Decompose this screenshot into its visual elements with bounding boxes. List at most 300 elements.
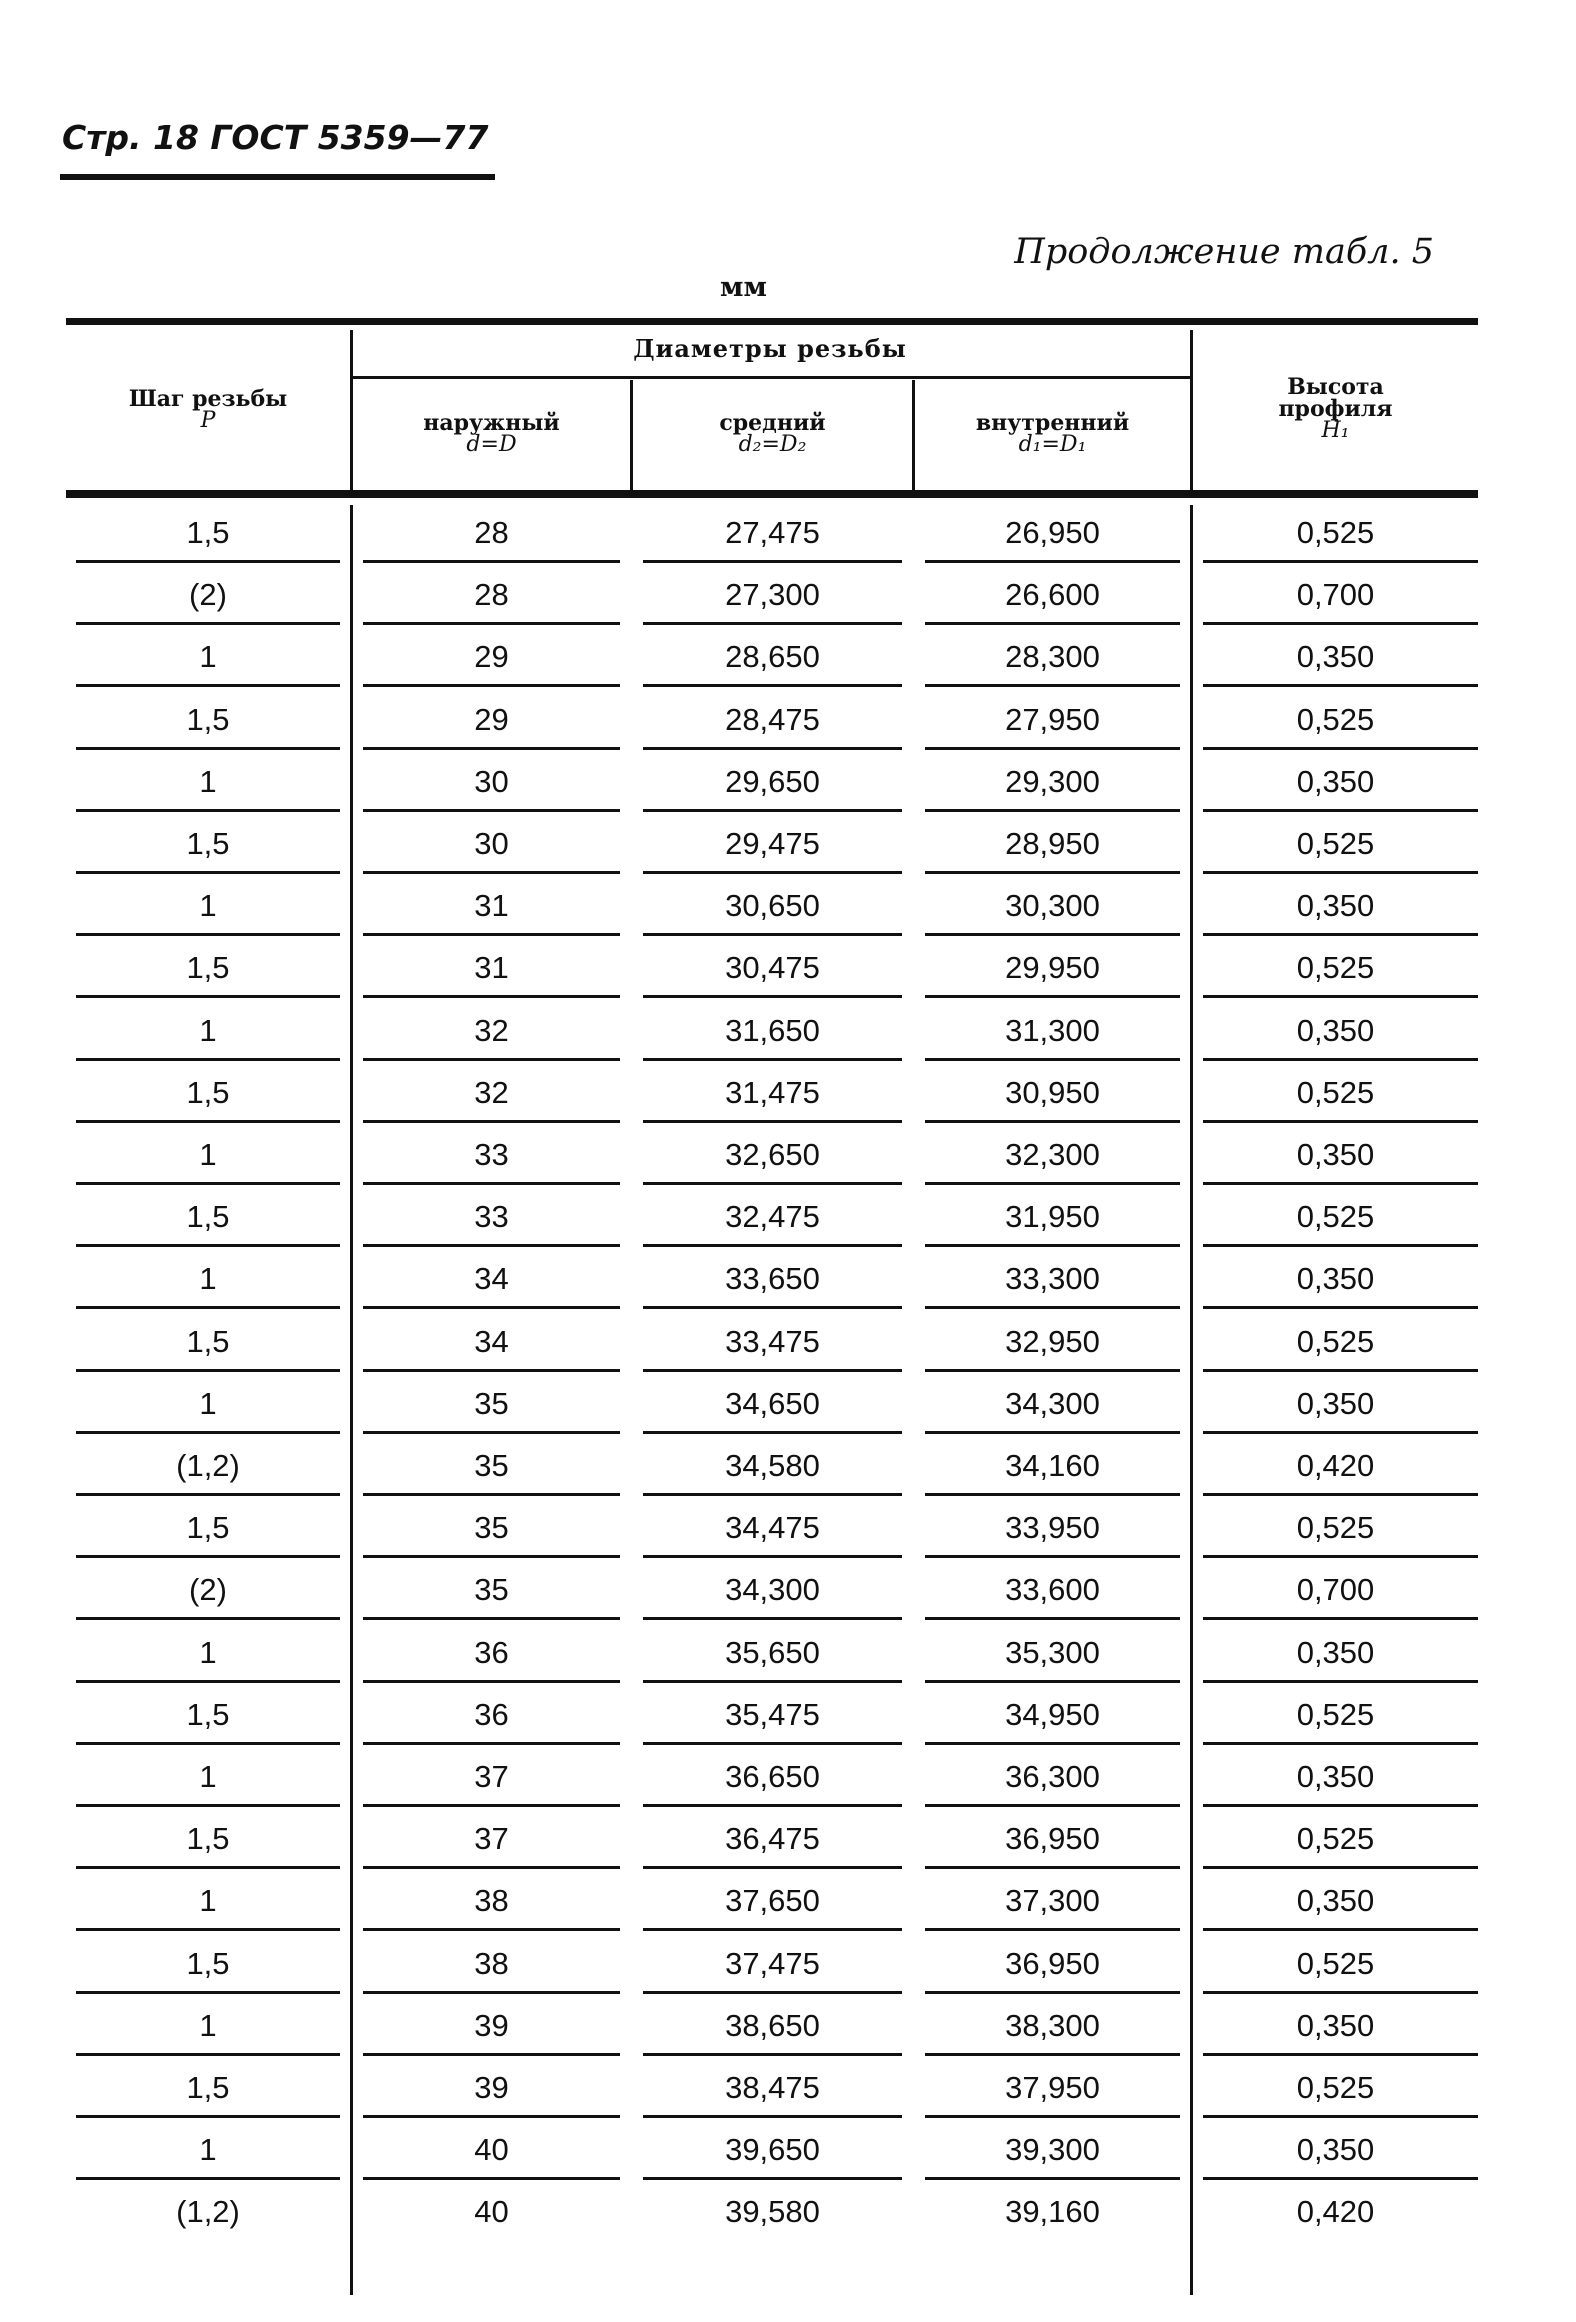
cell-outer: 38 [474, 1945, 509, 1981]
table-row [66, 940, 1478, 1002]
table-row [66, 567, 1478, 629]
cell-underline [925, 1431, 1180, 1434]
table-row [66, 1438, 1478, 1500]
cell-underline [643, 1555, 902, 1558]
cell-underline [363, 1431, 620, 1434]
cell-underline [643, 1306, 902, 1309]
cell-underline [925, 1493, 1180, 1496]
cell-mean: 38,475 [725, 2070, 820, 2105]
table-row [66, 1065, 1478, 1127]
cell-underline [643, 2053, 902, 2056]
cell-underline [1203, 1866, 1478, 1869]
cell-underline [643, 1244, 902, 1247]
cell-mean: 39,580 [725, 2194, 820, 2230]
cell-pitch: 1,5 [186, 1696, 230, 1732]
cell-underline [363, 1244, 620, 1247]
cell-underline [76, 1742, 340, 1745]
cell-underline [925, 1680, 1180, 1683]
cell-underline [76, 1120, 340, 1123]
cell-pitch: 1,5 [186, 1945, 230, 1981]
header-bottom-rule [66, 490, 1478, 498]
cell-outer: 36 [474, 1696, 509, 1732]
cell-underline [363, 560, 620, 563]
header-outer-symbol: d=D [466, 432, 517, 457]
cell-inner: 33,950 [1005, 1510, 1100, 1546]
cell-height: 0,525 [1296, 1323, 1375, 1359]
cell-underline [1203, 1369, 1478, 1372]
cell-outer: 35 [474, 1510, 509, 1546]
cell-outer: 40 [474, 2194, 509, 2230]
cell-underline [76, 1306, 340, 1309]
cell-outer: 29 [474, 639, 509, 675]
cell-height: 0,525 [1296, 950, 1375, 986]
cell-inner: 36,300 [1005, 1759, 1100, 1794]
cell-height: 0,525 [1296, 2070, 1375, 2105]
cell-underline [643, 747, 902, 750]
cell-underline [76, 995, 340, 998]
cell-underline [925, 1555, 1180, 1558]
cell-underline [925, 2115, 1180, 2118]
cell-underline [643, 1120, 902, 1123]
cell-underline [76, 1369, 340, 1372]
cell-underline [363, 1306, 620, 1309]
cell-inner: 32,300 [1005, 1137, 1100, 1172]
cell-underline [925, 1369, 1180, 1372]
cell-underline [643, 933, 902, 936]
cell-underline [363, 995, 620, 998]
cell-underline [76, 684, 340, 687]
table-row [66, 2060, 1478, 2122]
cell-underline [1203, 1120, 1478, 1123]
cell-inner: 33,300 [1005, 1261, 1100, 1297]
cell-underline [363, 1804, 620, 1807]
cell-mean: 30,475 [725, 950, 820, 986]
cell-mean: 27,300 [725, 577, 820, 613]
cell-outer: 30 [474, 826, 509, 861]
cell-underline [363, 1742, 620, 1745]
cell-mean: 35,650 [725, 1634, 820, 1670]
cell-outer: 29 [474, 701, 509, 737]
cell-underline [1203, 1617, 1478, 1620]
cell-underline [643, 1866, 902, 1869]
cell-inner: 27,950 [1005, 701, 1100, 737]
header-inner [915, 412, 1190, 456]
cell-underline [1203, 809, 1478, 812]
cell-underline [1203, 1244, 1478, 1247]
cell-underline [363, 933, 620, 936]
cell-mean: 32,650 [725, 1137, 820, 1172]
cell-height: 0,525 [1296, 1074, 1375, 1110]
cell-height: 0,350 [1296, 1261, 1375, 1297]
cell-underline [363, 747, 620, 750]
cell-underline [925, 1617, 1180, 1620]
cell-underline [643, 1928, 902, 1931]
cell-underline [1203, 1680, 1478, 1683]
cell-underline [76, 809, 340, 812]
cell-mean: 37,650 [725, 1883, 820, 1919]
cell-pitch: (1,2) [176, 1448, 240, 1483]
cell-underline [643, 1493, 902, 1496]
cell-underline [643, 622, 902, 625]
cell-underline [1203, 2053, 1478, 2056]
cell-outer: 35 [474, 1572, 509, 1608]
cell-pitch: 1 [199, 1883, 217, 1919]
cell-pitch: 1 [199, 1261, 217, 1297]
cell-underline [925, 1058, 1180, 1061]
table-row [66, 1811, 1478, 1873]
cell-underline [1203, 1182, 1478, 1185]
cell-inner: 35,300 [1005, 1634, 1100, 1670]
cell-underline [363, 1182, 620, 1185]
cell-underline [925, 1182, 1180, 1185]
cell-underline [76, 1928, 340, 1931]
cell-inner: 29,300 [1005, 763, 1100, 799]
table-row [66, 816, 1478, 878]
page-reference: Стр. 18 ГОСТ 5359—77 [62, 118, 489, 157]
cell-pitch: 1,5 [186, 1074, 230, 1110]
cell-outer: 40 [474, 2132, 509, 2168]
cell-pitch: 1 [199, 1137, 217, 1172]
cell-underline [76, 747, 340, 750]
header-pitch-title: Шаг резьбы [128, 386, 288, 412]
cell-outer: 34 [474, 1261, 509, 1297]
cell-underline [363, 2053, 620, 2056]
table-row [66, 1625, 1478, 1687]
table-row [66, 1998, 1478, 2060]
cell-inner: 34,950 [1005, 1696, 1100, 1732]
cell-underline [76, 1991, 340, 1994]
cell-underline [363, 871, 620, 874]
cell-outer: 39 [474, 2070, 509, 2105]
cell-outer: 31 [474, 950, 509, 986]
cell-inner: 36,950 [1005, 1821, 1100, 1857]
cell-mean: 31,475 [725, 1074, 820, 1110]
cell-inner: 37,950 [1005, 2070, 1100, 2105]
cell-underline [363, 1617, 620, 1620]
cell-underline [1203, 871, 1478, 874]
cell-underline [643, 1804, 902, 1807]
cell-pitch: 1 [199, 2132, 217, 2168]
cell-height: 0,350 [1296, 888, 1375, 924]
cell-height: 0,525 [1296, 1696, 1375, 1732]
cell-underline [363, 622, 620, 625]
cell-underline [1203, 2177, 1478, 2180]
header-outer [353, 412, 630, 456]
unit-label: мм [720, 272, 767, 303]
header-inner-symbol: d₁=D₁ [1018, 432, 1087, 457]
cell-underline [76, 1244, 340, 1247]
cell-underline [643, 1680, 902, 1683]
cell-underline [76, 1804, 340, 1807]
cell-underline [1203, 2115, 1478, 2118]
cell-pitch: (2) [189, 577, 227, 613]
cell-underline [925, 560, 1180, 563]
cell-underline [1203, 1804, 1478, 1807]
cell-underline [925, 1804, 1180, 1807]
cell-mean: 39,650 [725, 2132, 820, 2168]
cell-height: 0,350 [1296, 1883, 1375, 1919]
cell-mean: 34,475 [725, 1510, 820, 1546]
cell-pitch: 1,5 [186, 701, 230, 737]
cell-underline [1203, 560, 1478, 563]
cell-pitch: 1,5 [186, 826, 230, 861]
cell-height: 0,420 [1296, 2194, 1375, 2230]
cell-height: 0,525 [1296, 1945, 1375, 1981]
cell-height: 0,525 [1296, 701, 1375, 737]
cell-outer: 39 [474, 2007, 509, 2043]
cell-underline [925, 1991, 1180, 1994]
cell-underline [925, 2053, 1180, 2056]
cell-underline [363, 1680, 620, 1683]
cell-underline [643, 2177, 902, 2180]
cell-underline [643, 1617, 902, 1620]
cell-height: 0,350 [1296, 1759, 1375, 1794]
table-row [66, 2184, 1478, 2246]
cell-underline [925, 1244, 1180, 1247]
cell-inner: 38,300 [1005, 2007, 1100, 2043]
cell-underline [925, 622, 1180, 625]
cell-underline [1203, 1058, 1478, 1061]
cell-underline [925, 684, 1180, 687]
cell-underline [643, 1182, 902, 1185]
cell-underline [1203, 995, 1478, 998]
cell-underline [925, 933, 1180, 936]
table-row [66, 1873, 1478, 1935]
header-height-symbol: H₁ [1321, 418, 1350, 443]
cell-mean: 27,475 [725, 515, 820, 550]
cell-height: 0,350 [1296, 2007, 1375, 2043]
cell-inner: 32,950 [1005, 1323, 1100, 1359]
cell-underline [925, 1306, 1180, 1309]
cell-outer: 30 [474, 763, 509, 799]
cell-pitch: 1 [199, 639, 217, 675]
table-continuation-caption: Продолжение табл. 5 [1014, 232, 1434, 272]
cell-pitch: 1 [199, 1634, 217, 1670]
cell-inner: 39,300 [1005, 2132, 1100, 2168]
table-row [66, 754, 1478, 816]
cell-outer: 33 [474, 1199, 509, 1235]
cell-height: 0,350 [1296, 1634, 1375, 1670]
cell-outer: 37 [474, 1759, 509, 1794]
cell-underline [363, 2177, 620, 2180]
cell-height: 0,525 [1296, 1510, 1375, 1546]
cell-outer: 28 [474, 577, 509, 613]
cell-height: 0,700 [1296, 577, 1375, 613]
cell-mean: 36,475 [725, 1821, 820, 1857]
cell-underline [643, 2115, 902, 2118]
cell-mean: 35,475 [725, 1696, 820, 1732]
cell-pitch: 1 [199, 2007, 217, 2043]
cell-underline [363, 684, 620, 687]
cell-outer: 36 [474, 1634, 509, 1670]
cell-outer: 32 [474, 1012, 509, 1048]
cell-pitch: 1,5 [186, 1323, 230, 1359]
cell-underline [643, 809, 902, 812]
cell-underline [925, 995, 1180, 998]
cell-pitch: 1 [199, 1012, 217, 1048]
cell-mean: 37,475 [725, 1945, 820, 1981]
header-group-rule [350, 376, 1190, 379]
cell-underline [643, 995, 902, 998]
header-outer-title: наружный [423, 410, 560, 436]
cell-underline [363, 1058, 620, 1061]
cell-underline [643, 1058, 902, 1061]
cell-underline [1203, 1555, 1478, 1558]
cell-underline [925, 1742, 1180, 1745]
table-row [66, 878, 1478, 940]
cell-pitch: 1,5 [186, 515, 230, 550]
cell-underline [925, 747, 1180, 750]
cell-pitch: 1,5 [186, 2070, 230, 2105]
cell-inner: 29,950 [1005, 950, 1100, 986]
cell-underline [76, 871, 340, 874]
cell-underline [1203, 1991, 1478, 1994]
cell-underline [363, 1991, 620, 1994]
cell-underline [76, 2115, 340, 2118]
table-row [66, 1749, 1478, 1811]
cell-mean: 31,650 [725, 1012, 820, 1048]
cell-mean: 32,475 [725, 1199, 820, 1235]
cell-underline [76, 2177, 340, 2180]
header-mean-title: средний [719, 410, 826, 436]
cell-inner: 31,950 [1005, 1199, 1100, 1235]
cell-underline [1203, 1431, 1478, 1434]
cell-pitch: 1 [199, 1385, 217, 1421]
cell-mean: 29,650 [725, 763, 820, 799]
cell-outer: 35 [474, 1385, 509, 1421]
cell-outer: 37 [474, 1821, 509, 1857]
table-row [66, 692, 1478, 754]
cell-underline [76, 1680, 340, 1683]
cell-mean: 38,650 [725, 2007, 820, 2043]
cell-mean: 34,580 [725, 1448, 820, 1483]
cell-outer: 35 [474, 1448, 509, 1483]
cell-underline [1203, 1742, 1478, 1745]
cell-underline [643, 1431, 902, 1434]
cell-outer: 32 [474, 1074, 509, 1110]
cell-underline [1203, 1493, 1478, 1496]
cell-underline [925, 2177, 1180, 2180]
cell-mean: 30,650 [725, 888, 820, 924]
cell-pitch: (2) [189, 1572, 227, 1608]
cell-underline [643, 871, 902, 874]
header-mean [633, 412, 912, 456]
header-diameters-group: Диаметры резьбы [633, 334, 907, 363]
cell-height: 0,350 [1296, 2132, 1375, 2168]
cell-underline [925, 871, 1180, 874]
cell-height: 0,525 [1296, 515, 1375, 550]
cell-underline [643, 1369, 902, 1372]
cell-height: 0,350 [1296, 1012, 1375, 1048]
cell-inner: 33,600 [1005, 1572, 1100, 1608]
cell-height: 0,700 [1296, 1572, 1375, 1608]
table-row [66, 1189, 1478, 1251]
cell-height: 0,350 [1296, 639, 1375, 675]
cell-underline [925, 1866, 1180, 1869]
cell-underline [363, 1369, 620, 1372]
cell-inner: 30,950 [1005, 1074, 1100, 1110]
cell-underline [363, 1866, 620, 1869]
header-height-title-1: Высота [1287, 374, 1384, 400]
cell-inner: 30,300 [1005, 888, 1100, 924]
cell-height: 0,420 [1296, 1448, 1375, 1483]
cell-outer: 38 [474, 1883, 509, 1919]
cell-underline [643, 684, 902, 687]
cell-pitch: 1 [199, 763, 217, 799]
cell-underline [643, 560, 902, 563]
cell-underline [76, 560, 340, 563]
cell-underline [643, 1742, 902, 1745]
cell-underline [643, 1991, 902, 1994]
cell-underline [1203, 933, 1478, 936]
cell-underline [76, 1493, 340, 1496]
cell-underline [363, 1120, 620, 1123]
cell-underline [1203, 747, 1478, 750]
table-row [66, 1003, 1478, 1065]
cell-underline [76, 1866, 340, 1869]
cell-underline [925, 809, 1180, 812]
cell-underline [363, 1493, 620, 1496]
cell-mean: 28,475 [725, 701, 820, 737]
cell-pitch: 1,5 [186, 1510, 230, 1546]
cell-pitch: 1,5 [186, 1821, 230, 1857]
cell-inner: 28,950 [1005, 826, 1100, 861]
cell-mean: 36,650 [725, 1759, 820, 1794]
table-row [66, 1251, 1478, 1313]
cell-inner: 34,300 [1005, 1385, 1100, 1421]
cell-mean: 29,475 [725, 826, 820, 861]
cell-pitch: 1 [199, 888, 217, 924]
cell-underline [76, 1182, 340, 1185]
cell-inner: 37,300 [1005, 1883, 1100, 1919]
cell-underline [76, 933, 340, 936]
cell-underline [363, 2115, 620, 2118]
cell-inner: 31,300 [1005, 1012, 1100, 1048]
cell-mean: 33,650 [725, 1261, 820, 1297]
table-row [66, 1687, 1478, 1749]
header-underline [60, 174, 495, 180]
table-top-rule [66, 318, 1478, 325]
cell-underline [76, 1617, 340, 1620]
cell-underline [1203, 684, 1478, 687]
table-row [66, 1127, 1478, 1189]
cell-pitch: (1,2) [176, 2194, 240, 2230]
cell-height: 0,525 [1296, 1199, 1375, 1235]
cell-inner: 26,950 [1005, 515, 1100, 550]
cell-underline [76, 1058, 340, 1061]
cell-mean: 34,650 [725, 1385, 820, 1421]
header-inner-title: внутренний [975, 410, 1130, 436]
cell-inner: 36,950 [1005, 1945, 1100, 1981]
cell-height: 0,525 [1296, 1821, 1375, 1857]
cell-underline [76, 1431, 340, 1434]
cell-outer: 34 [474, 1323, 509, 1359]
table-row [66, 1562, 1478, 1624]
cell-underline [363, 1928, 620, 1931]
cell-mean: 33,475 [725, 1323, 820, 1359]
table-row [66, 1936, 1478, 1998]
cell-underline [363, 809, 620, 812]
cell-underline [1203, 1928, 1478, 1931]
cell-mean: 28,650 [725, 639, 820, 675]
cell-underline [1203, 622, 1478, 625]
cell-outer: 28 [474, 515, 509, 550]
cell-inner: 26,600 [1005, 577, 1100, 613]
cell-underline [925, 1928, 1180, 1931]
cell-underline [76, 2053, 340, 2056]
table-row [66, 1376, 1478, 1438]
header-pitch [66, 388, 350, 432]
